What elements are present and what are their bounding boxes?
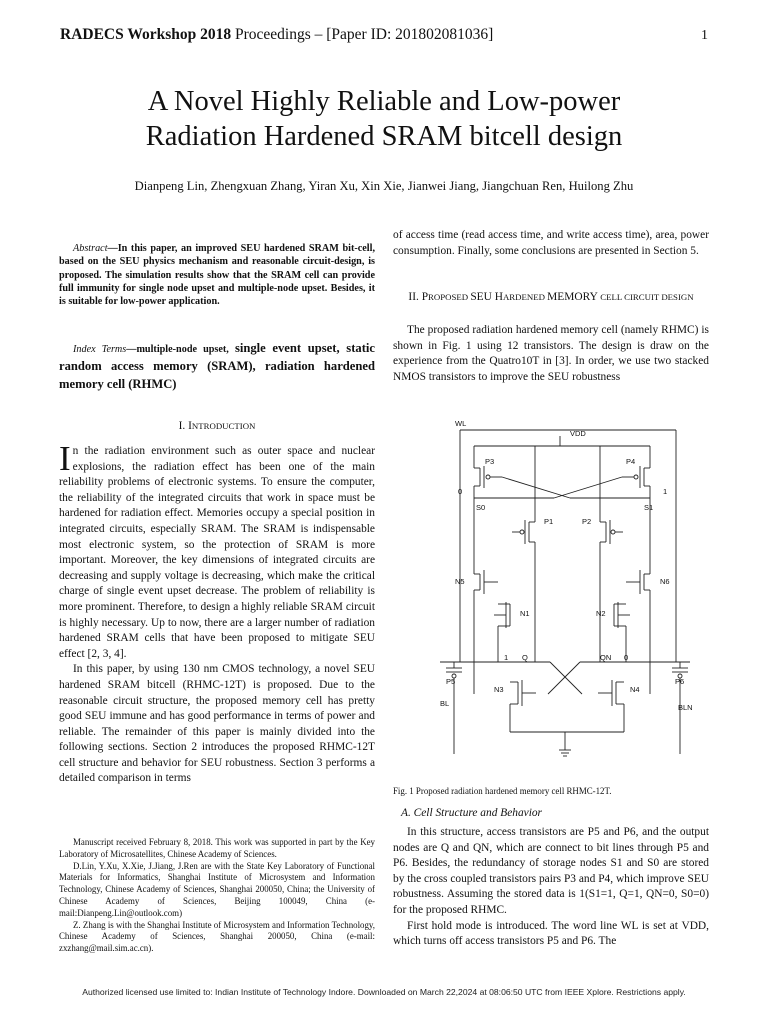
section2-cap2: SEU H [470, 291, 503, 303]
figure-1-schematic [410, 414, 710, 766]
title-line-1: A Novel Highly Reliable and Low-power [147, 86, 621, 117]
label-zero-left: 0 [458, 487, 463, 496]
section-title-small: NTRODUCTION [191, 421, 256, 431]
label-p5: P5 [446, 677, 456, 686]
section2-small2: ARDENED [502, 292, 548, 302]
qnode-wires [440, 662, 690, 694]
label-p4: P4 [626, 457, 636, 466]
venue: RADECS Workshop 2018 [60, 26, 232, 43]
ground-symbol [510, 732, 624, 756]
footnote-1: Manuscript received February 8, 2018. This work was supported in part by the Key Laboratory of Microsatellites, Chinese Academy of Sciences. [59, 837, 375, 859]
intro-paragraph-2: In this paper, by using 130 nm CMOS technology, a novel SEU hardened SRAM bitcell (RHMC-12T) is proposed. Due to the reasonable circuit structure, the proposed memory cell has pretty good SEU immune and has good performance in terms of power and reliable. The remainder of this paper is mainly divided into the following sections. Section 2 introduces the proposed RHMC-12T cell structure and behavior for SEU robustness. Section 3 performs a detailed comparison in terms [59, 663, 375, 785]
section-a-body [393, 825, 709, 950]
section2-cap3: MEMORY [547, 291, 601, 303]
label-s1: S1 [644, 503, 654, 512]
figure-caption: Fig. 1 Proposed radiation hardened memory cell RHMC-12T. [393, 786, 612, 796]
label-p6: P6 [675, 677, 685, 686]
label-bln: BLN [678, 703, 693, 712]
section-number: I. [178, 420, 189, 432]
author-list: Dianpeng Lin, Zhengxuan Zhang, Yiran Xu, Xin Xie, Jianwei Jiang, Jiangchuan Ren, Huilong Zhu [134, 179, 634, 193]
label-p2: P2 [582, 517, 592, 526]
transistor-p4 [622, 466, 650, 498]
label-n5: N5 [455, 577, 465, 586]
header-rest: Proceedings – [Paper ID: 201802081036] [231, 26, 494, 43]
running-header [60, 26, 493, 44]
transistor-n3 [510, 680, 536, 732]
abstract-label: Abstract [73, 243, 108, 254]
schematic-labels [440, 419, 693, 712]
cross-coupling [474, 477, 650, 498]
abstract-text: —In this paper, an improved SEU hardened SRAM bit-cell, based on the SEU physics mechanism and reasonable circuit-design, is proposed. The simulation results show that the SRAM cell can provide full immunity for single node upset and multiple-node upset. Besides, it is suitable for low-power application. [59, 243, 375, 308]
footnote-2: D.Lin, Y.Xu, X.Xie, J.Jiang, J.Ren are with the State Key Laboratory of Functional Materials for Informatics, Shanghai Institute of Microsystem and Information Technology, Chinese Academy of Sciences, Shanghai 200050, China; the University of Chinese Academy of Sciences, Beijing 100049, China (e-mail:Dianpeng.Lin@outlook.com) [59, 860, 375, 918]
vdd-rail [474, 436, 650, 504]
access-footer: Authorized licensed use limited to: Indian Institute of Technology Indore. Downloaded on March 22,2024 at 08:06:50 UTC from IEEE Xplore. Restrictions apply. [82, 987, 686, 997]
label-one-right: 1 [663, 487, 668, 496]
section2-number: II. [408, 291, 422, 303]
label-qn: QN [600, 653, 612, 662]
transistor-p2 [600, 504, 623, 662]
transistor-n5 [474, 570, 498, 694]
footnote-3: Z. Zhang is with the Shanghai Institute of Microsystem and Information Technology, Chinese Academy of Sciences, Shanghai 200050, China (e-mail: zxzhang@mail.sim.ac.cn). [59, 919, 375, 954]
section-heading-introduction [59, 419, 375, 435]
paper-title [40, 84, 728, 154]
label-one-q: 1 [504, 653, 509, 662]
index-terms-part1: —multiple-node upset, [126, 344, 235, 355]
abstract [59, 242, 375, 308]
label-n4: N4 [630, 685, 640, 694]
index-terms [59, 340, 375, 394]
transistor-n4 [598, 680, 624, 732]
label-n3: N3 [494, 685, 504, 694]
label-n6: N6 [660, 577, 670, 586]
index-terms-part2: single event upset, static random access memory (SRAM), radiation hardened memory cell (RHMC) [59, 341, 375, 391]
label-s0: S0 [476, 503, 486, 512]
section2-small1: ROPOSED [428, 292, 471, 302]
subsection-heading: A. Cell Structure and Behavior [401, 807, 542, 819]
intro-paragraph-1: n the radiation environment such as outer space and nuclear explosions, the radiation effect has been one of the main reliability problems of electronic systems. To ensure the computer, the reliability of the integrated circuits that work in space must be hardened for radiation effect. Memories occupy a special position in integrated circuits, especially SRAM. The SRAM is indispensable most electronic system, so the protection of SRAM is more important. Moreover, the key dimensions of integrated circuits are decreasing and supply voltage is decreasing, which make the critical charge of single event upset decrease. The problem of reliability is more prominent. Therefore, to design a highly reliable SRAM circuit is highly necessary. Up to now, there are a larger number of radiation hardened SRAM cells that have been proposed to mitigate SEU effect [2, 3, 4]. [59, 445, 375, 660]
section2-cap1: P [421, 291, 429, 303]
page-number: 1 [701, 28, 708, 43]
label-n1: N1 [520, 609, 530, 618]
label-bl: BL [440, 699, 450, 708]
label-q: Q [522, 653, 528, 662]
label-p1: P1 [544, 517, 554, 526]
label-zero-qn: 0 [624, 653, 629, 662]
title-line-2: Radiation Hardened SRAM bitcell design [145, 121, 623, 152]
transistor-p5 [446, 662, 462, 754]
transistor-n6 [626, 570, 650, 694]
section-a-paragraph-2: First hold mode is introduced. The word line WL is set at VDD, which turns off access transistors P5 and P6. The [393, 919, 709, 948]
section2-paragraph: The proposed radiation hardened memory cell (namely RHMC) is shown in Fig. 1 using 12 transistors. The design is draw on the experience from the Quatro10T in [3]. In order, we use two stacked NMOS transistors to improve the SEU robustness [393, 324, 709, 383]
right-intro-continued: of access time (read access time, and write access time), area, power consumption. Finally, some conclusions are presented in Section 5. [393, 229, 709, 257]
label-wl: WL [455, 419, 467, 428]
transistor-p1 [512, 504, 535, 662]
section-heading-proposed [393, 290, 709, 305]
label-p3: P3 [485, 457, 495, 466]
label-vdd: VDD [570, 429, 586, 438]
label-n2: N2 [596, 609, 606, 618]
introduction-body [59, 439, 375, 787]
section2-small3: CELL CIRCUIT DESIGN [600, 292, 694, 302]
transistor-p3 [474, 466, 502, 498]
section-title-cap: I [188, 420, 192, 432]
index-terms-label: Index Terms [73, 344, 127, 355]
footnotes [59, 837, 375, 955]
section-a-paragraph-1: In this structure, access transistors are P5 and P6, and the output nodes are Q and QN, which are connect to bit lines through P5 and P6. Besides, the redundancy of storage nodes S1 and S0 are stored by the cross coupled transistors pairs P3 and P4, which improve SEU robustness. Assuming the stored data is 1(S1=1, Q=1, QN=0, S0=0) for the proposed RHMC. [393, 826, 709, 916]
drop-cap: I [59, 439, 71, 478]
